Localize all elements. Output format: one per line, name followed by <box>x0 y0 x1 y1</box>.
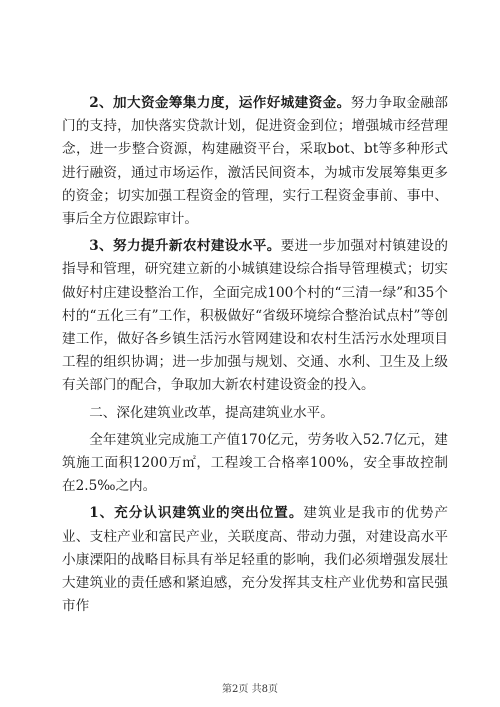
paragraph-rural-construction <box>62 235 448 397</box>
paragraph-funding <box>62 92 448 231</box>
paragraph-lead: 2、加大资金筹集力度，运作好城建资金。 <box>89 95 351 111</box>
paragraph-lead: 1、充分认识建筑业的突出位置。 <box>89 505 304 522</box>
paragraph-text: 努力争取金融部门的支持，加快落实贷款计划，促进资金到位；增强城市经营理念，进一步整合资源，构建融资平台，采取bot、bt等多种形式进行融资，通过市场运作，激活民间资本，为城市发展筹集更多的资金；切实加强工程资金的管理，实行工程资金事前、事中、事后全方位跟踪审计。 <box>62 95 448 228</box>
page-number-footer: 第2页 共8页 <box>222 684 278 695</box>
paragraph-lead: 3、努力提升新农村建设水平。 <box>89 238 281 255</box>
paragraph-text: 全年建筑业完成施工产值170亿元，劳务收入52.7亿元，建筑施工面积1200万㎡，工程竣工合格率100%，安全事故控制在2.5‰之内。 <box>62 431 448 495</box>
paragraph-text: 二、深化建筑业改革，提高建筑业水平。 <box>89 404 334 421</box>
document-body <box>62 92 448 618</box>
paragraph-annual-targets <box>62 429 448 499</box>
paragraph-text: 建筑业是我市的优势产业、支柱产业和富民产业，关联度高、带动力强，对建设高水平小康溧阳的战略目标具有举足轻重的影响，我们必须增强发展壮大建筑业的责任感和紧迫感，充分发挥其支柱产业优势和富民强市作 <box>62 505 449 615</box>
section-heading-construction-reform <box>62 402 448 425</box>
paragraph-industry-position <box>62 502 448 618</box>
paragraph-text: 要进一步加强对村镇建设的指导和管理，研究建立新的小城镇建设综合指导管理模式；切实做好村庄建设整治工作，全面完成100个村的“三清一绿”和35个村的“五化三有”工作，积极做好“省级环境综合整治试点村”等创建工作，做好各乡镇生活污水管网建设和农村生活污水处理项目工程的组织协调；进一步加强与规划、交通、水利、卫生及上级有关部门的配合，争取加大新农村建设资金的投入。 <box>62 238 448 394</box>
